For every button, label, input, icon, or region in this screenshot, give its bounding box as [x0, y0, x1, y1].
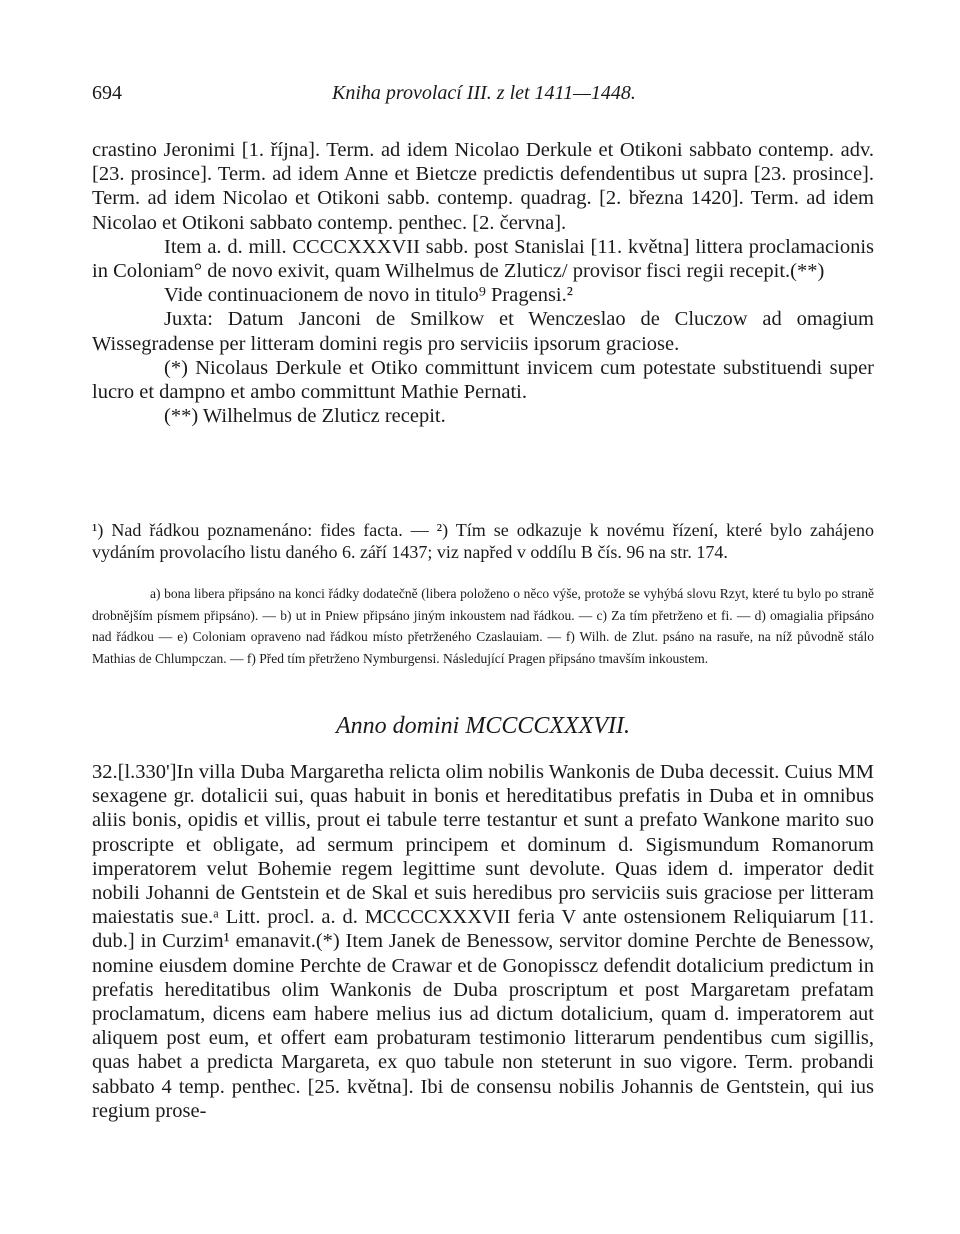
running-title: Kniha provolací III. z let 1411—1448. — [332, 82, 636, 104]
paragraph-terms: crastino Jeronimi [1. října]. Term. ad idem Nicolao Derkule et Otikoni sabbato contemp. adv. [23. prosince]. Term. ad idem Anne et Bietcze predictis defendentibus ut supra [23. prosince]. Term. ad idem Nicolao et Otikoni sabb. contemp. quadrag. [2. března 1420]. Term. ad idem Nicolao et Otikoni sabbato contemp. penthec. [2. června]. — [92, 139, 874, 234]
footnote-1-2: ¹) Nad řádkou poznamenáno: fides facta. — ²) Tím se odkazuje k novému řízení, které bylo zahájeno vydáním provolacího listu daného 6. září 1437; viz napřed v oddílu B čís. 96 na str. 174. — [92, 520, 874, 562]
page-header — [92, 82, 874, 112]
top-text-block — [92, 138, 874, 428]
note-star: (*) Nicolaus Derkule et Otiko committunt invicem cum potestate substituendi super lucro et dampno et ambo committunt Mathie Pernati. — [92, 356, 874, 404]
bottom-text-block — [92, 760, 874, 1123]
footnote-apparatus: a) bona libera připsáno na konci řádky dodatečně (libera položeno o něco výše, protože se vyhýbá slovu Rzyt, které tu bylo po straně drobnějším písmem připsáno). — b) ut in Pniew připsáno jiným inkoustem nad řádkou. — c) Za tím přetrženo et fi. — d) omagialia připsáno nad řádkou — e) Coloniam opraveno nad řádkou místo přetrženého Czaslauiam. — f) Wilh. de Zlut. psáno na rasuře, na níž původně stálo Mathias de Chlumpczan. — f) Před tím přetrženo Nymburgensi. Následující Pragen připsáno tmavším inkoustem. — [92, 586, 874, 666]
page-number: 694 — [92, 82, 122, 104]
footnotes-numbered — [92, 519, 874, 563]
anno-heading: Anno domini MCCCCXXXVII. — [336, 713, 630, 739]
note-double-star: (**) Wilhelmus de Zluticz recepit. — [164, 405, 446, 428]
paragraph-juxta: Juxta: Datum Janconi de Smilkow et Wenczeslao de Cluczow ad omagium Wissegradense per litteram domini regis pro serviciis ipsorum graciose. — [92, 308, 874, 355]
paragraph-reference: Vide continuacionem de novo in titulo⁹ Pragensi.² — [164, 284, 573, 307]
paragraph-proclamation: Item a. d. mill. CCCCXXXVII sabb. post Stanislai [11. května] littera proclamacionis in Coloniam° de novo exivit, quam Wilhelmus de Zluticz/ provisor fisci regii recepit.(**) — [92, 235, 874, 283]
footnotes-lettered — [92, 583, 874, 669]
entry-32: 32.[l.330']In villa Duba Margaretha relicta olim nobilis Wankonis de Duba decessit. Cuius MM sexagene gr. dotalicii sui, quas habuit in bonis et hereditatibus prefatis in Duba et in omnibus aliis bonis, opidis et villis, prout ei tabule terre testantur et sunt a prefato Wankone marito suo proscripte et obligate, ad sermum principem et dominum d. Sigismundum Romanorum imperatorem velut Bohemie regem legittime sunt devolute. Quas idem d. imperator dedit nobili Johanni de Gentstein et de Skal et suis heredibus pro serviciis suis graciose per litteram maiestatis sue.ᵃ Litt. procl. a. d. MCCCCXXXVII feria V ante ostensionem Reliquiarum [11. dub.] in Curzim¹ emanavit.(*) Item Janek de Benessow, servitor domine Perchte de Benessow, nomine eiusdem domine Perchte de Crawar et de Gonopisscz defendit dotalicium predictum in prefatis hereditatibus olim Wankonis de Duba proscriptum et post Margaretam prefatam proclamatum, dicens eam habere melius ius ad dictum dotalicium, quam d. imperatorem aut aliquem post eum, et offert eam probaturam testimonio litterarum pendentibus cum sigillis, quas habet a predicta Margareta, ex quo tabule non steterunt in suo vigore. Term. probandi sabbato 4 temp. penthec. [25. května]. Ibi de consensu nobilis Johannis de Gentstein, qui ius regium prose- — [92, 761, 874, 1122]
